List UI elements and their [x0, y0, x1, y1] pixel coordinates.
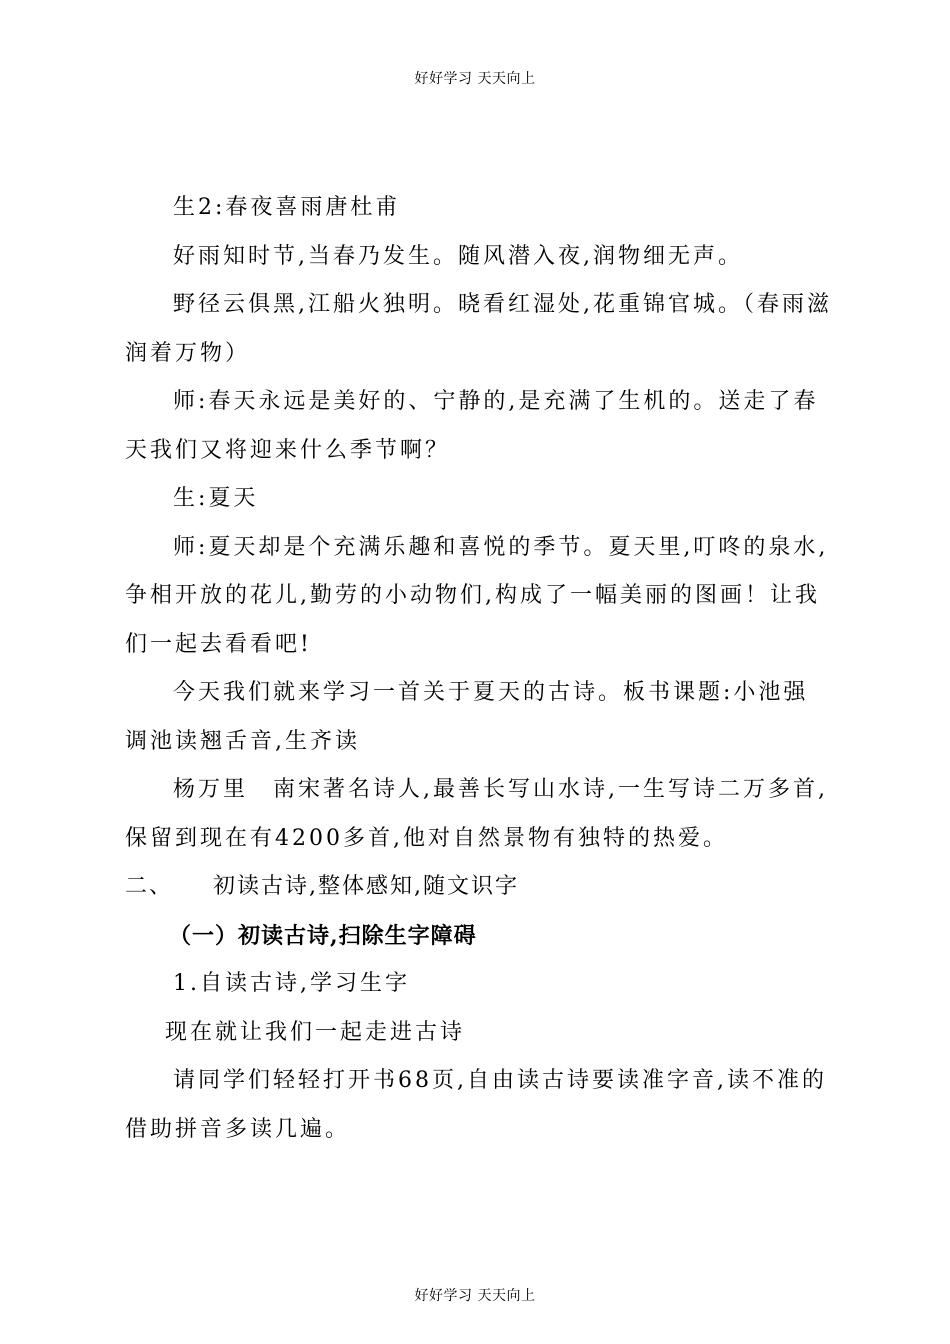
- paragraph-teacher-summer: 师:夏天却是个充满乐趣和喜悦的季节。夏天里,叮咚的泉水,争相开放的花儿,勤劳的小动物们,构成了一幅美丽的图画！让我们一起去看看吧!: [125, 534, 829, 657]
- paragraph-poem-line-2: 野径云俱黑,江船火独明。晓看红湿处,花重锦官城。（春雨滋润着万物）: [125, 292, 832, 366]
- page-header: 好好学习 天天向上: [414, 71, 536, 87]
- paragraph-instructions: 请同学们轻轻打开书68页,自由读古诗要读准字音,读不准的借助拼音多读几遍。: [125, 1068, 827, 1142]
- paragraph-intro-poem: 现在就让我们一起走进古诗: [165, 1019, 466, 1045]
- paragraph-teacher-spring: 师:春天永远是美好的、宁静的,是充满了生机的。送走了春天我们又将迎来什么季节啊？: [125, 389, 819, 463]
- section-number: 二、: [125, 874, 174, 899]
- section-title: 初读古诗,整体感知,随文识字: [213, 874, 520, 899]
- paragraph-student-summer: 生:夏天: [173, 486, 259, 511]
- paragraph-lesson-title: 今天我们就来学习一首关于夏天的古诗。板书课题:小池强调池读翘舌音,生齐读: [125, 680, 809, 754]
- paragraph-step-1: 1.自读古诗,学习生字: [173, 971, 410, 996]
- paragraph-poet-intro: 杨万里 南宋著名诗人,最善长写山水诗,一生写诗二万多首,保留到现在有4200多首,他对自然景物有独特的热爱。: [125, 777, 828, 851]
- subsection-heading-1: （一）初读古诗,扫除生字障碍: [169, 922, 477, 949]
- document-body: [125, 184, 833, 1154]
- paragraph-poem-line-1: 好雨知时节,当春乃发生。随风潜入夜,润物细无声。: [173, 243, 743, 269]
- section-heading-2: [125, 863, 833, 912]
- paragraph-student2-poem-title: 生2:春夜喜雨唐杜甫: [173, 195, 401, 220]
- page-footer: 好好学习 天天向上: [414, 1288, 536, 1304]
